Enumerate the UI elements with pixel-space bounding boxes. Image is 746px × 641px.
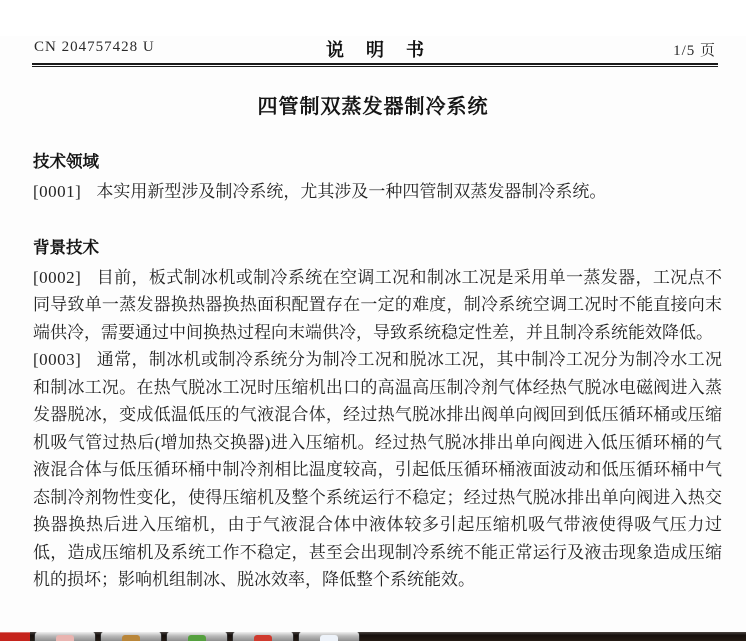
paragraph-text: 目前，板式制冰机或制冷系统在空调工况和制冰工况是采用单一蒸发器，工况点不同导致单一蒸发器换热器换热面积配置存在一定的难度，制冷系统空调工况时不能直接向末端供冷，需要通过中间换热过程向末端供冷，导致系统稳定性差，并且制冷系统能效降低。 (33, 267, 722, 342)
taskbar (0, 632, 746, 641)
taskbar-red-app-button[interactable] (0, 632, 30, 641)
patent-document-screen (0, 36, 746, 641)
paragraph-0003 (33, 346, 722, 594)
red-circle-app-icon (254, 635, 272, 641)
paragraph-0002 (33, 264, 722, 347)
doc-type-title: 说 明 书 (326, 40, 426, 60)
taskbar-button-4[interactable] (232, 632, 294, 641)
doc-header (34, 36, 718, 58)
taskbar-button-3[interactable] (166, 632, 228, 641)
pink-app-icon (56, 635, 74, 641)
page-indicator: 1/5 页 (673, 43, 716, 59)
paragraph-number: [0003] (33, 350, 82, 369)
doc-body (33, 151, 722, 594)
paragraph-text: 通常，制冰机或制冷系统分为制冷工况和脱冰工况，其中制冷工况分为制冷水工况和制冰工况。在热气脱冰工况时压缩机出口的高温高压制冷剂气体经热气脱冰电磁阀进入蒸发器脱冰，变成低温低压的气液混合体，经过热气脱冰排出阀单向阀回到低压循环桶或压缩机吸气管过热后(增加热交换器)进入压缩机。经过热气脱冰排出单向阀进入低压循环桶的气液混合体与低压循环桶中制冷剂相比温度较高，引起低压循环桶液面波动和低压循环桶中气态制冷剂物性变化，使得压缩机及整个系统运行不稳定；经过热气脱冰排出单向阀进入热交换器换热后进入压缩机，由于气液混合体中液体较多引起压缩机吸气带液使得吸气压力过低，造成压缩机及系统工作不稳定，甚至会出现制冷系统不能正常运行及液击现象造成压缩机的损坏；影响机组制冰、脱冰效率，降低整个系统能效。 (33, 350, 722, 589)
blue-globe-app-icon (320, 635, 338, 641)
paragraph-number: [0002] (33, 267, 82, 287)
green-app-icon (188, 635, 206, 641)
taskbar-button-5[interactable] (298, 632, 360, 641)
paragraph-text: 本实用新型涉及制冷系统，尤其涉及一种四管制双蒸发器制冷系统。 (96, 182, 607, 201)
taskbar-button-1[interactable] (34, 632, 96, 641)
patent-title: 四管制双蒸发器制冷系统 (257, 96, 489, 118)
paragraph-number: [0001] (33, 182, 82, 201)
taskbar-button-2[interactable] (100, 632, 162, 641)
section-heading-background-art: 背景技术 (33, 238, 99, 257)
doc-number: CN 204757428 U (34, 39, 155, 55)
section-heading-technical-field: 技术领域 (33, 153, 99, 171)
gold-brush-app-icon (122, 635, 140, 641)
header-rule (32, 63, 718, 67)
paragraph-0001 (33, 178, 722, 206)
